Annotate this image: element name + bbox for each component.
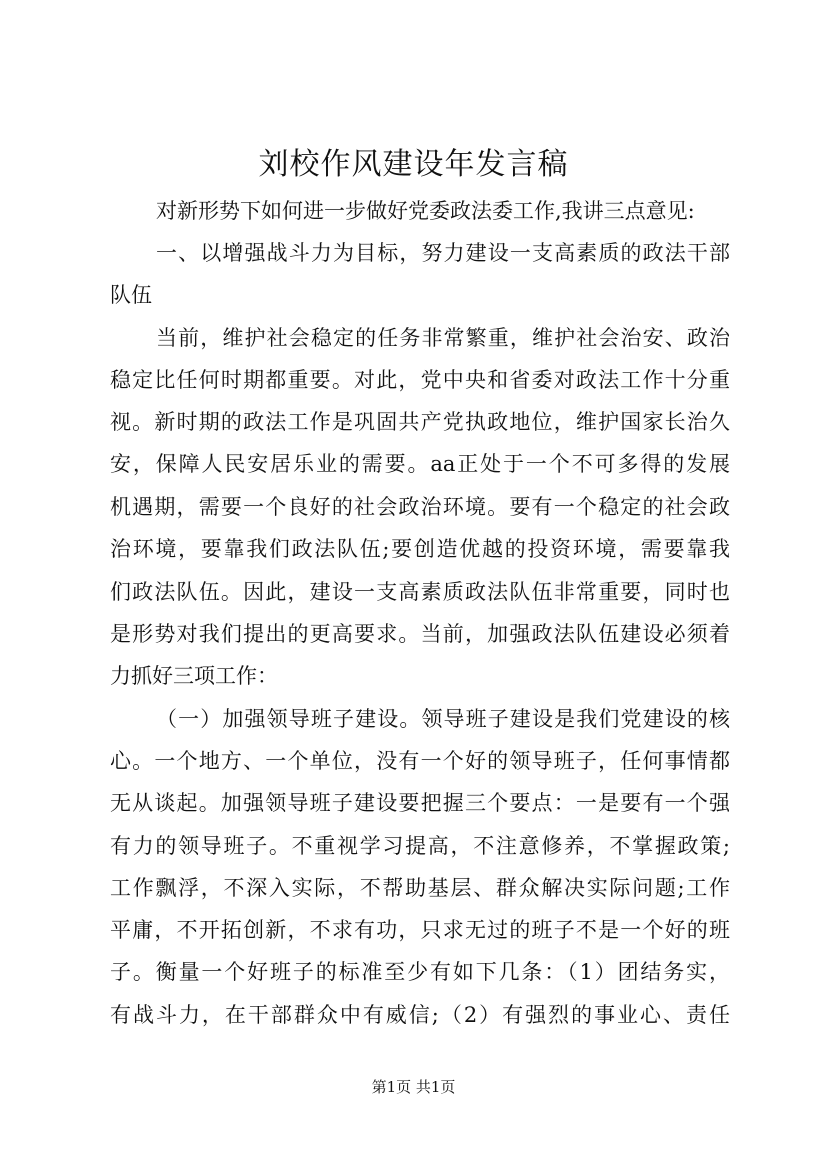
page-footer: 第1页 共1页: [371, 1078, 456, 1096]
text-line: 有战斗力，在干部群众中有威信;（2）有强烈的事业心、责任: [110, 1003, 730, 1027]
text-line: （一）加强领导班子建设。领导班子建设是我们党建设的核: [156, 707, 730, 731]
text-line: 对新形势下如何进一步做好党委政法委工作,我讲三点意见:: [156, 199, 695, 223]
text-line: 是形势对我们提出的更高要求。当前，加强政法队伍建设必须着: [110, 622, 730, 646]
heading-line: 一、以增强战斗力为目标，努力建设一支高素质的政法干部: [156, 241, 730, 265]
heading-line: 队伍: [110, 283, 152, 307]
text-line: 心。一个地方、一个单位，没有一个好的领导班子，任何事情都: [110, 749, 730, 773]
text-line: 无从谈起。加强领导班子建设要把握三个要点：一是要有一个强: [110, 791, 730, 815]
text-line: 安，保障人民安居乐业的需要。aa正处于一个不可多得的发展: [110, 452, 730, 476]
text-line: 当前，维护社会稳定的任务非常繁重，维护社会治安、政治: [156, 326, 730, 350]
text-line: 有力的领导班子。不重视学习提高，不注意修养，不掌握政策;: [110, 834, 730, 858]
text-line: 们政法队伍。因此，建设一支高素质政法队伍非常重要，同时也: [110, 580, 730, 604]
document-title: 刘校作风建设年发言稿: [258, 147, 569, 182]
text-line: 子。衡量一个好班子的标准至少有如下几条：（1）团结务实，: [110, 960, 730, 984]
text-line: 力抓好三项工作：: [110, 664, 278, 688]
text-line: 工作飘浮，不深入实际，不帮助基层、群众解决实际问题;工作: [110, 876, 730, 900]
text-line: 平庸，不开拓创新，不求有功，只求无过的班子不是一个好的班: [110, 918, 730, 942]
text-line: 机遇期，需要一个良好的社会政治环境。要有一个稳定的社会政: [110, 495, 730, 519]
text-line: 治环境，要靠我们政法队伍;要创造优越的投资环境，需要靠我: [110, 537, 730, 561]
text-line: 稳定比任何时期都重要。对此，党中央和省委对政法工作十分重: [110, 368, 730, 392]
text-line: 视。新时期的政法工作是巩固共产党执政地位，维护国家长治久: [110, 410, 730, 434]
